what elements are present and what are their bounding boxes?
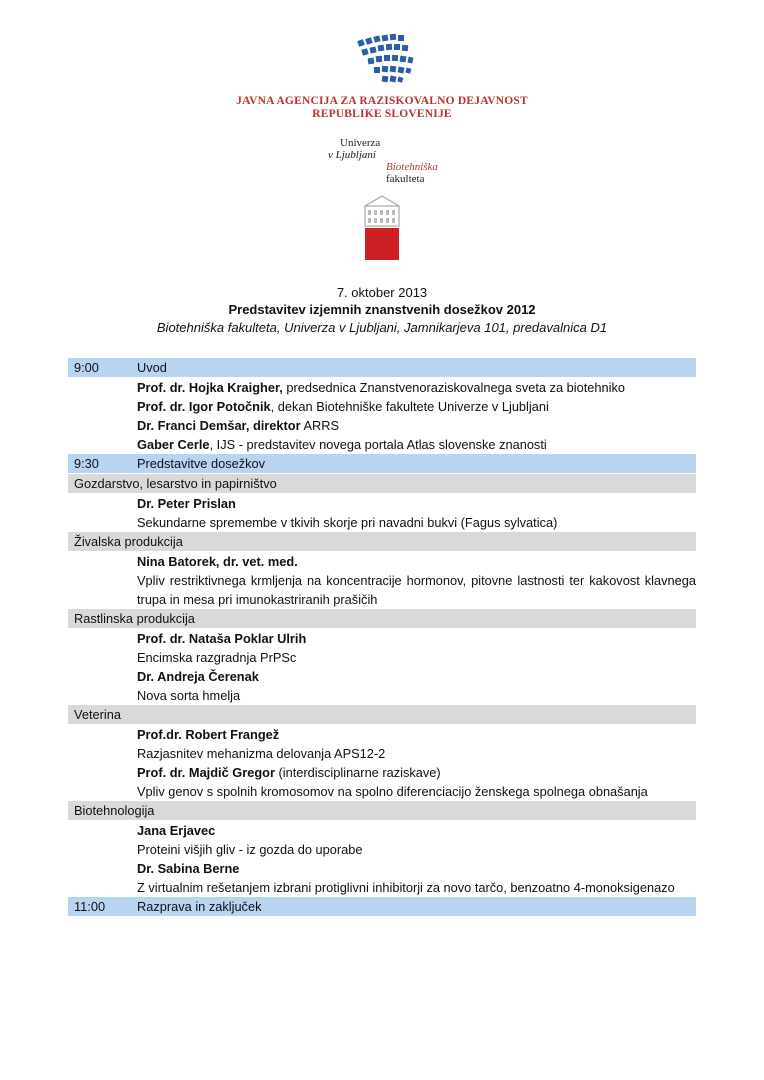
agency-name-line1: JAVNA AGENCIJA ZA RAZISKOVALNO DEJAVNOST: [236, 95, 528, 107]
speaker-name: Jana Erjavec: [137, 823, 216, 838]
section-title: Biotehnologija: [74, 803, 155, 818]
talk-title: Encimska razgradnja PrPSc: [137, 650, 297, 665]
speaker-name: Nina Batorek, dr. vet. med.: [137, 554, 298, 569]
talk-title: Z virtualnim rešetanjem izbrani protiglivni inhibitorji za novo tarčo, benzoatno 4-monoksigenazo: [137, 880, 675, 895]
speaker-role: , IJS - predstavitev novega portala Atlas slovenske znanosti: [209, 437, 547, 452]
section-row: [68, 705, 696, 725]
speaker-row: [68, 763, 696, 782]
program-time-row: [68, 454, 696, 474]
section-row: [68, 532, 696, 552]
talk-title: Vpliv genov s spolnih kromosomov na spolno diferenciacijo ženskega spolnega obnašanja: [137, 784, 648, 799]
speaker-name: Dr. Peter Prislan: [137, 496, 236, 511]
speaker-row: [68, 859, 696, 878]
speaker-name: Prof. dr. Nataša Poklar Ulrih: [137, 631, 307, 646]
speaker-role: ARRS: [300, 418, 339, 433]
talk-title-row: [68, 686, 696, 705]
agency-name: [0, 95, 764, 120]
section-row: [68, 609, 696, 629]
talk-title-row: [68, 840, 696, 859]
event-venue: Biotehniška fakulteta, Univerza v Ljubljani, Jamnikarjeva 101, predavalnica D1: [156, 320, 608, 335]
talk-title-row: [68, 571, 696, 609]
section-title: Veterina: [74, 707, 121, 722]
talk-title-row: [68, 782, 696, 801]
speaker-role: , dekan Biotehniške fakultete Univerze v Ljubljani: [270, 399, 549, 414]
section-title: Rastlinska produkcija: [74, 611, 195, 626]
speaker-name: Prof.dr. Robert Frangež: [137, 727, 280, 742]
speaker: [68, 821, 696, 840]
event-heading: [0, 284, 764, 337]
faculty-name-line2: fakulteta: [386, 173, 425, 185]
uni-name-line2: v Ljubljani: [328, 149, 376, 161]
talk-title-row: [68, 648, 696, 667]
talk-title: Sekundarne spremembe v tkivih skorje pri navadni bukvi (Fagus sylvatica): [137, 515, 558, 530]
event-title: Predstavitev izjemnih znanstvenih dosežkov 2012: [228, 302, 536, 317]
section-title: Gozdarstvo, lesarstvo in papirništvo: [74, 476, 277, 491]
speaker: [68, 667, 696, 686]
speaker: [68, 397, 696, 416]
talk-title: Nova sorta hmelja: [137, 688, 241, 703]
uni-name-line1: Univerza: [340, 137, 381, 149]
program-table: [68, 358, 696, 917]
speaker-row: [68, 667, 696, 686]
speaker-name: Prof. dr. Majdič Gregor: [137, 765, 275, 780]
program-time-row: [68, 358, 696, 378]
speaker-name: Gaber Cerle: [137, 437, 210, 452]
time-cell: 9:30: [74, 456, 99, 471]
time-label: Predstavitve dosežkov: [137, 456, 266, 471]
section-row: [68, 801, 696, 821]
speaker: [68, 416, 696, 435]
speaker: [68, 629, 696, 648]
speaker: [68, 494, 696, 513]
speaker-row: [68, 725, 696, 744]
event-date: 7. oktober 2013: [336, 285, 428, 300]
speaker-name: Prof. dr. Hojka Kraigher,: [137, 380, 283, 395]
speaker-row: [68, 821, 696, 840]
speaker: [68, 552, 696, 571]
speaker-name: Prof. dr. Igor Potočnik: [137, 399, 271, 414]
speaker-row: [68, 494, 696, 513]
arrs-logo: [346, 30, 422, 90]
faculty-building-icon: [363, 192, 401, 262]
time-cell: 9:00: [74, 360, 99, 375]
speaker: [68, 725, 696, 744]
speaker-row: [68, 552, 696, 571]
speaker: [68, 859, 696, 878]
talk-title-row: [68, 744, 696, 763]
talk-title: Razjasnitev mehanizma delovanja APS12-2: [137, 746, 386, 761]
university-logo: [326, 135, 438, 265]
time-label: Razprava in zaključek: [137, 899, 262, 914]
speaker-row: [68, 435, 696, 454]
program-time-row: [68, 897, 696, 917]
speaker-name: Dr. Andreja Čerenak: [137, 669, 259, 684]
talk-title-row: [68, 513, 696, 532]
speaker-name: Dr. Sabina Berne: [137, 861, 240, 876]
faculty-name-line1: Biotehniška: [386, 161, 438, 173]
speaker: [68, 763, 696, 782]
speaker-role: (interdisciplinarne raziskave): [274, 765, 441, 780]
section-row: [68, 474, 696, 494]
section-title: Živalska produkcija: [74, 534, 183, 549]
speaker-name: Dr. Franci Demšar, direktor: [137, 418, 301, 433]
agency-name-line2: REPUBLIKE SLOVENIJE: [312, 107, 452, 120]
speaker-role: predsednica Znanstvenoraziskovalnega sveta za biotehniko: [282, 380, 625, 395]
speaker-row: [68, 397, 696, 416]
talk-title-row: [68, 878, 696, 897]
speaker-row: [68, 378, 696, 397]
talk-title: Proteini višjih gliv - iz gozda do uporabe: [137, 842, 363, 857]
speaker: [68, 435, 696, 454]
time-cell: 11:00: [74, 899, 106, 914]
time-label: Uvod: [137, 360, 167, 375]
speaker-row: [68, 629, 696, 648]
talk-title: Vpliv restriktivnega krmljenja na koncentracije hormonov, pitovne lastnosti ter kakovost klavnega trupa in mesa pri imunokastriranih prašičih: [137, 573, 696, 607]
speaker: [68, 378, 696, 397]
speaker-row: [68, 416, 696, 435]
